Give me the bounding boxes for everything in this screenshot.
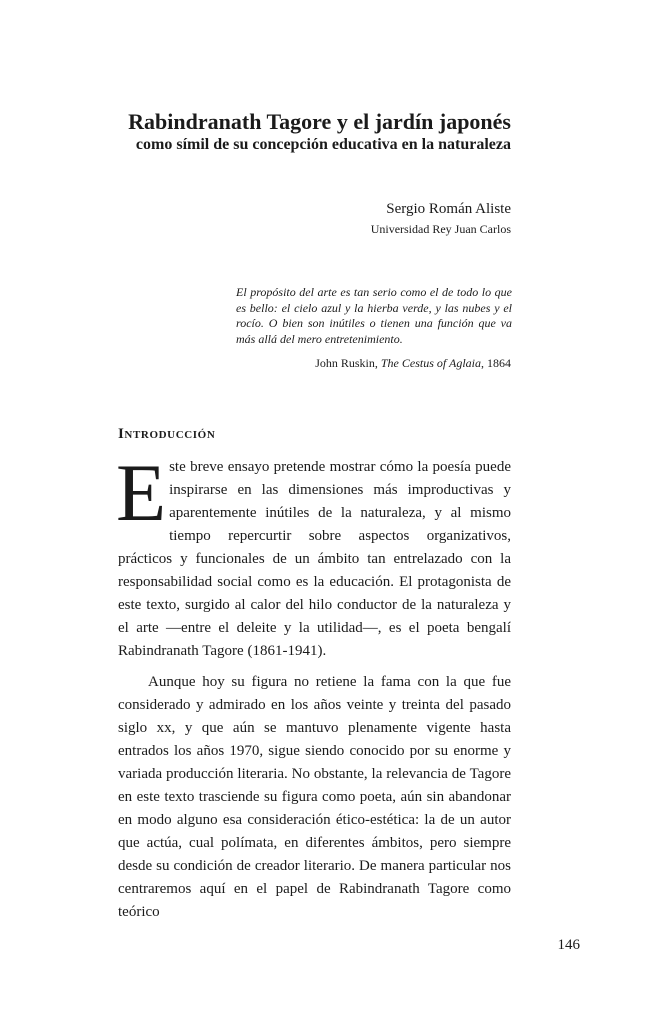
epigraph-source-work: The Cestus of Aglaia xyxy=(380,356,481,370)
dropcap-letter: E xyxy=(116,447,167,538)
article-subtitle: como símil de su concepción educativa en la naturaleza xyxy=(135,136,511,153)
author-name: Sergio Román Aliste xyxy=(386,201,511,217)
body-text xyxy=(116,447,511,924)
article-title: Rabindranath Tagore y el jardín japonés xyxy=(128,109,511,134)
paragraph: Aunque hoy su figura no retiene la fama con la que fue considerado y admirado en los años veinte y treinta del pasado siglo xx, y que aún se mantuvo plenamente vigente hasta entrados los años 1970, sigue siendo conocido por su enorme y variada producción literaria. No obstante, la relevancia de Tagore en este texto trasciende su figura como poeta, aún sin abandonar en modo alguno esa consideración ético-estética: la de un autor que actúa, cual polímata, en diferentes ámbitos, pero siempre desde su condición de creador literario. De manera particular nos centraremos aquí en el papel de Rabindranath Tagore como teórico xyxy=(118,674,511,920)
author-affiliation: Universidad Rey Juan Carlos xyxy=(370,222,511,236)
epigraph-quote: El propósito del arte es tan serio como el de todo lo que es bello: el cielo azul y la hierba verde, y las nubes y el rocío. O bien son inútiles o tienen una función que va más allá del mero entretenimiento. xyxy=(236,285,512,346)
paragraph xyxy=(116,447,511,663)
epigraph-source-year: , 1864 xyxy=(481,356,511,370)
paragraph-1-text: ste breve ensayo pretende mostrar cómo la poesía puede inspirarse en las dimensiones más improductivas y aparentemente inútiles de la naturaleza, y al mismo tiempo repercurtir sobre aspectos organizativos, prácticos y funcionales de un ámbito tan entrelazado con la responsabilidad social como es la educación. El protagonista de este texto, surgido al calor del hilo conductor de la naturaleza y el arte —entre el deleite y la utilidad—, es el poeta bengalí Rabindranath Tagore (1861-1941). xyxy=(118,459,511,659)
epigraph-source xyxy=(315,356,511,371)
epigraph-source-author: John Ruskin, xyxy=(315,356,381,370)
section-heading: Introducción xyxy=(118,426,216,442)
page-number: 146 xyxy=(557,937,580,953)
